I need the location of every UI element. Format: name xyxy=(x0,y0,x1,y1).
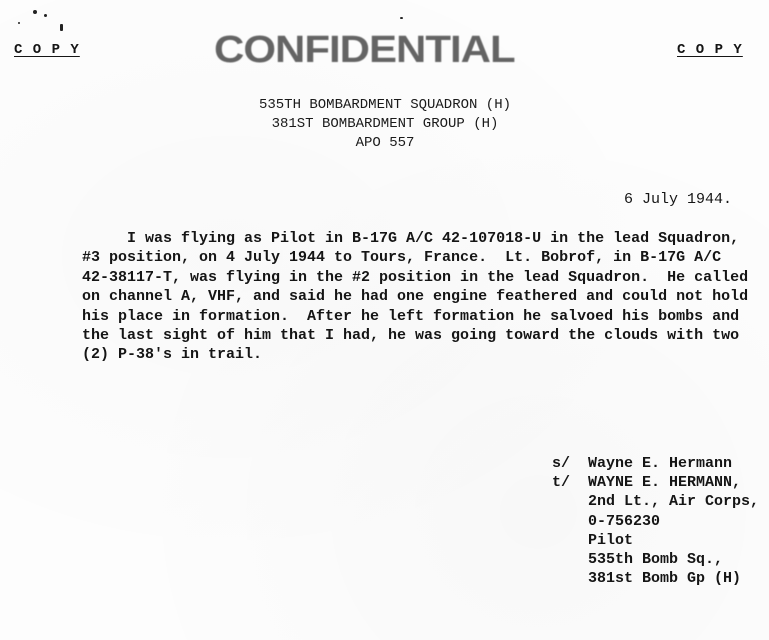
ink-speck xyxy=(400,17,403,19)
signature-detail-row xyxy=(552,550,759,569)
confidential-stamp: CONFIDENTIAL xyxy=(214,28,515,71)
signer-group: 381st Bomb Gp (H) xyxy=(588,570,742,588)
signer-serial: 0-756230 xyxy=(588,512,661,530)
header-group: 381ST BOMBARDMENT GROUP (H) xyxy=(271,116,499,132)
typed-name: WAYNE E. HERMANN, xyxy=(588,474,742,492)
header-apo: APO 557 xyxy=(355,135,415,151)
body-line: (2) P-38's in trail. xyxy=(82,346,263,364)
signed-name-row xyxy=(552,454,759,473)
report-body xyxy=(82,229,762,365)
copy-label-left: C O P Y xyxy=(14,42,80,58)
signed-prefix: s/ xyxy=(552,455,571,472)
typed-prefix: t/ xyxy=(552,474,571,492)
ink-speck xyxy=(18,22,20,24)
body-line: on channel A, VHF, and said he had one engine feathered and could not hold xyxy=(82,288,749,306)
ink-speck xyxy=(60,24,63,31)
signature-detail-row xyxy=(552,569,759,588)
body-line: the last sight of him that I had, he was going toward the clouds with two xyxy=(82,327,740,345)
signature-detail-row xyxy=(552,492,759,511)
document-date: 6 July 1944. xyxy=(624,191,733,208)
signature-detail-row xyxy=(552,512,759,531)
ink-speck xyxy=(33,10,37,14)
signer-rank: 2nd Lt., Air Corps, xyxy=(588,493,760,511)
typed-name-row xyxy=(552,473,759,492)
signer-squadron: 535th Bomb Sq., xyxy=(588,551,724,569)
copy-label-right: C O P Y xyxy=(677,42,743,58)
signature-block xyxy=(552,454,759,588)
header-squadron: 535TH BOMBARDMENT SQUADRON (H) xyxy=(258,97,512,113)
body-line: #3 position, on 4 July 1944 to Tours, France. Lt. Bobrof, in B-17G A/C xyxy=(82,249,722,267)
body-line: 42-38117-T, was flying in the #2 position in the lead Squadron. He called xyxy=(82,268,749,286)
signature-detail-row xyxy=(552,531,759,550)
body-line: I was flying as Pilot in B-17G A/C 42-107018-U in the lead Squadron, xyxy=(82,230,740,247)
unit-header xyxy=(220,96,550,153)
body-line: his place in formation. After he left formation he salvoed his bombs and xyxy=(82,307,740,325)
signed-name: Wayne E. Hermann xyxy=(588,455,733,472)
ink-speck xyxy=(44,14,47,17)
signer-role: Pilot xyxy=(588,531,634,549)
